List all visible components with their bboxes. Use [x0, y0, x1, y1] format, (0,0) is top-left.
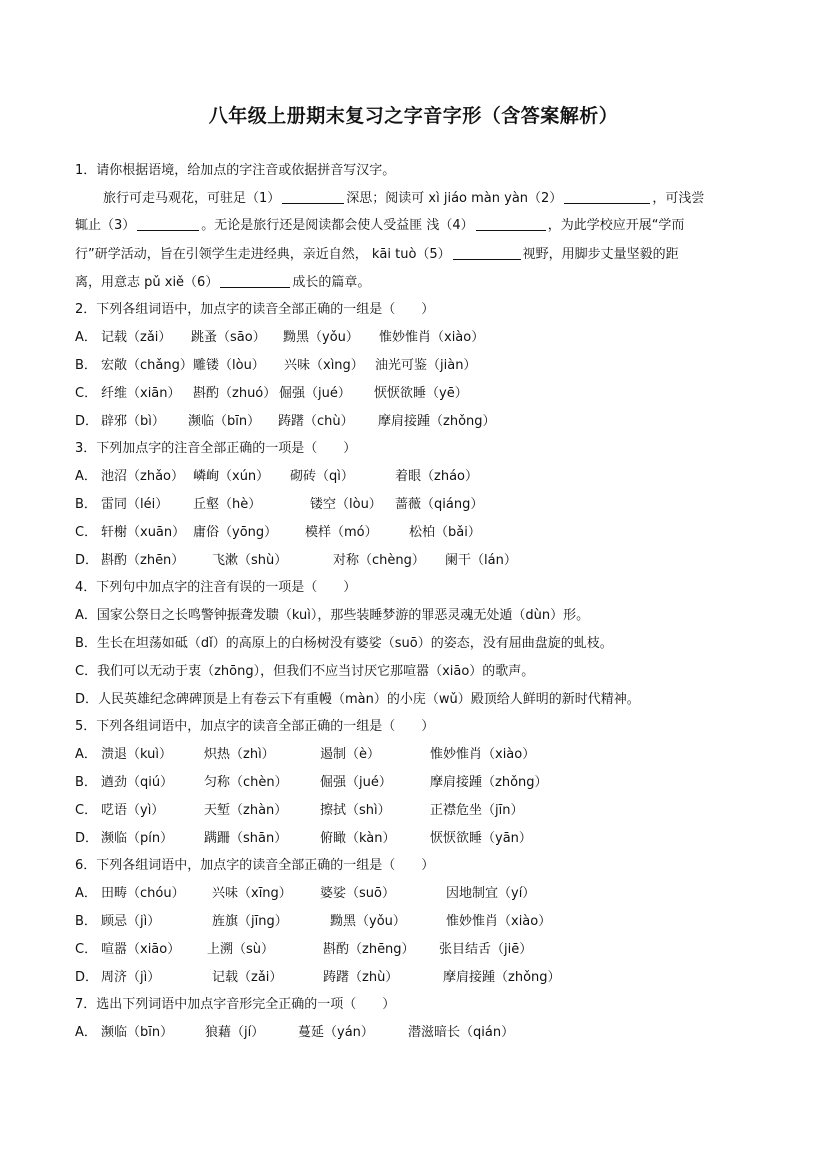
option-label: D． — [75, 553, 99, 568]
option-item: 摩肩接踵（zhǒng） — [378, 414, 496, 429]
option-item: 正襟危坐（jīn） — [430, 803, 524, 818]
option-item: 蔓延（yán） — [298, 1025, 374, 1040]
q5-stem: 5．下列各组词语中，加点字的读音全部正确的一组是（ ） — [75, 719, 435, 734]
q5-option-d[interactable] — [75, 829, 532, 849]
option-item: 遏制（è） — [320, 747, 380, 762]
option-label: D． — [75, 414, 99, 429]
answer-blank-5[interactable] — [453, 258, 521, 260]
option-item: 飞漱（shù） — [212, 553, 288, 568]
option-item: 兴味（xìng） — [284, 358, 364, 373]
q2-option-d[interactable] — [75, 412, 496, 432]
option-item: 纤维（xiān） — [101, 386, 181, 401]
option-item: 辟邪（bì） — [101, 414, 165, 429]
q1-text: 行”研学活动，旨在引领学生走进经典，亲近自然， kāi tuò（5） — [75, 247, 451, 262]
answer-blank-3[interactable] — [137, 229, 199, 231]
option-item: 摩肩接踵（zhǒng） — [443, 970, 561, 985]
option-item: 恹恹欲睡（yān） — [430, 831, 532, 846]
option-item: 擦拭（shì） — [320, 803, 391, 818]
option-label: A． — [75, 330, 97, 345]
option-item: 砌砖（qì） — [290, 469, 354, 484]
option-item: 摩肩接踵（zhǒng） — [430, 775, 548, 790]
option-item: 模样（mó） — [305, 525, 378, 540]
option-item: 濒临（bīn） — [101, 1025, 174, 1040]
option-item: 兴味（xīng） — [212, 886, 292, 901]
option-item: 周济（jì） — [101, 970, 161, 985]
q1-stem: 1．请你根据语境，给加点的字注音或依据拼音写汉字。 — [75, 163, 396, 178]
q2-option-b[interactable] — [75, 356, 476, 376]
option-item: 记载（zǎi） — [101, 330, 172, 345]
q1-text: 。无论是旅行还是阅读都会使人受益匪 浅（4） — [201, 218, 474, 233]
option-item: 倔强（jué） — [279, 386, 351, 401]
option-item: 炽热（zhì） — [204, 747, 275, 762]
option-item: 俯瞰（kàn） — [320, 831, 396, 846]
option-item: 濒临（pín） — [101, 831, 174, 846]
option-item: 斟酌（zhēn） — [101, 553, 185, 568]
option-item: 嶙峋（xún） — [193, 469, 270, 484]
q1-text: 辄止（3） — [75, 218, 136, 233]
q3-option-b[interactable] — [75, 495, 483, 515]
option-item: 婆娑（suō） — [320, 886, 395, 901]
q4-option-b[interactable]: B．生长在坦荡如砥（dǐ）的高原上的白杨树没有婆娑（suō）的姿态，没有屈曲盘旋的虬枝。 — [75, 636, 613, 651]
option-item: 田畴（chóu） — [101, 886, 185, 901]
q1-text: 成长的篇章。 — [292, 275, 371, 290]
option-item: 因地制宜（yí） — [446, 886, 536, 901]
q7-option-a[interactable] — [75, 1023, 514, 1043]
option-item: 惟妙惟肖（xiào） — [379, 330, 485, 345]
option-item: 蔷薇（qiáng） — [395, 497, 484, 512]
q1-passage-line-3 — [75, 245, 679, 265]
option-item: 镂空（lòu） — [310, 497, 382, 512]
option-item: 斟酌（zhuó） — [193, 386, 277, 401]
q1-text: 离，用意志 pǔ xiě（6） — [75, 275, 219, 290]
q1-text: 视野，用脚步丈量坚毅的距 — [522, 247, 679, 262]
q1-text: ，为此学校应开展“学而 — [547, 218, 685, 233]
option-label: A． — [75, 469, 97, 484]
option-item: 池沼（zhǎo） — [101, 469, 184, 484]
q1-passage-line-1 — [103, 189, 704, 209]
option-item: 喧嚣（xiāo） — [101, 942, 181, 957]
option-label: A． — [75, 886, 97, 901]
option-item: 张目结舌（jiē） — [439, 942, 533, 957]
q4-option-d[interactable]: D．人民英雄纪念碑碑顶是上有卷云下有重幔（màn）的小庑（wǔ）殿顶给人鲜明的新时代精神。 — [75, 692, 640, 707]
q6-stem: 6．下列各组词语中，加点字的读音全部正确的一组是（ ） — [75, 858, 435, 873]
q4-option-a[interactable]: A．国家公祭日之长鸣警钟振聋发聩（kuì），那些装睡梦游的罪恶灵魂无处遁（dùn）形。 — [75, 608, 590, 623]
option-item: 旌旗（jīng） — [212, 914, 288, 929]
option-label: C． — [75, 803, 98, 818]
option-item: 黝黑（yǒu） — [330, 914, 406, 929]
page-title: 八年级上册期末复习之字音字形（含答案解析） — [208, 105, 619, 127]
answer-blank-6[interactable] — [220, 286, 290, 288]
option-item: 斟酌（zhēng） — [323, 942, 415, 957]
answer-blank-2[interactable] — [564, 202, 650, 204]
option-item: 黝黑（yǒu） — [283, 330, 359, 345]
answer-blank-1[interactable] — [282, 202, 344, 204]
option-label: D． — [75, 970, 99, 985]
q1-text: 深思；阅读可 xì jiáo màn yàn（2） — [346, 191, 563, 206]
option-item: 倔强（jué） — [320, 775, 392, 790]
q2-option-a[interactable] — [75, 328, 484, 348]
option-item: 遒劲（qiú） — [101, 775, 174, 790]
q3-stem: 3．下列加点字的注音全部正确的一项是（ ） — [75, 441, 357, 456]
option-item: 匀称（chèn） — [204, 775, 288, 790]
option-item: 跳蚤（sāo） — [191, 330, 266, 345]
q3-option-a[interactable] — [75, 467, 478, 487]
q5-option-c[interactable] — [75, 801, 523, 821]
option-item: 记载（zǎi） — [212, 970, 283, 985]
option-item: 呓语（yì） — [101, 803, 165, 818]
option-label: C． — [75, 386, 98, 401]
option-label: C． — [75, 942, 98, 957]
option-label: A． — [75, 747, 97, 762]
q1-passage-line-2 — [75, 216, 684, 236]
option-item: 庸俗（yōng） — [193, 525, 278, 540]
option-item: 蹒跚（shān） — [204, 831, 288, 846]
q1-text: 旅行可走马观花，可驻足（1） — [103, 191, 281, 206]
answer-blank-4[interactable] — [476, 229, 546, 231]
option-item: 濒临（bīn） — [188, 414, 261, 429]
option-item: 雷同（léi） — [101, 497, 169, 512]
q5-option-a[interactable] — [75, 745, 535, 765]
q6-option-a[interactable] — [75, 884, 535, 904]
option-label: A． — [75, 1025, 97, 1040]
q1-text: ，可浅尝 — [652, 191, 705, 206]
option-item: 上溯（sù） — [207, 942, 275, 957]
q4-option-c[interactable]: C．我们可以无动于衷（zhōng），但我们不应当讨厌它那喧嚣（xiāo）的歌声。 — [75, 664, 535, 679]
option-item: 惟妙惟肖（xiào） — [430, 747, 536, 762]
q7-stem: 7．选出下列词语中加点字音形完全正确的一项（ ） — [75, 997, 396, 1012]
option-item: 踌躇（chù） — [278, 414, 354, 429]
q6-option-b[interactable] — [75, 912, 551, 932]
option-item: 雕镂（lòu） — [193, 358, 265, 373]
option-label: B． — [75, 914, 97, 929]
q1-passage-line-4 — [75, 273, 370, 293]
q2-stem: 2．下列各组词语中，加点字的读音全部正确的一组是（ ） — [75, 302, 435, 317]
option-item: 油光可鉴（jiàn） — [375, 358, 477, 373]
option-item: 对称（chèng） — [333, 553, 425, 568]
q4-stem: 4．下列句中加点字的注音有误的一项是（ ） — [75, 580, 357, 595]
option-item: 丘壑（hè） — [193, 497, 262, 512]
option-item: 阑干（lán） — [445, 553, 517, 568]
option-item: 踌躇（zhù） — [323, 970, 399, 985]
option-label: B． — [75, 358, 97, 373]
q2-option-c[interactable] — [75, 384, 468, 404]
option-item: 松柏（bǎi） — [409, 525, 481, 540]
option-item: 顾忌（jì） — [101, 914, 161, 929]
q5-option-b[interactable] — [75, 773, 548, 793]
option-item: 轩榭（xuān） — [101, 525, 186, 540]
q6-option-d[interactable] — [75, 968, 561, 988]
option-label: B． — [75, 497, 97, 512]
option-item: 溃退（kuì） — [101, 747, 172, 762]
option-item: 天堑（zhàn） — [204, 803, 288, 818]
option-label: C． — [75, 525, 98, 540]
option-item: 潜滋暗长（qián） — [408, 1025, 515, 1040]
q3-option-c[interactable] — [75, 523, 481, 543]
q6-option-c[interactable] — [75, 940, 532, 960]
option-item: 狼藉（jí） — [205, 1025, 265, 1040]
option-label: D． — [75, 831, 99, 846]
q3-option-d[interactable] — [75, 551, 517, 571]
option-item: 宏敞（chǎng） — [101, 358, 193, 373]
option-label: B． — [75, 775, 97, 790]
option-item: 恹恹欲睡（yē） — [374, 386, 468, 401]
option-item: 惟妙惟肖（xiào） — [446, 914, 552, 929]
option-item: 着眼（zháo） — [395, 469, 478, 484]
